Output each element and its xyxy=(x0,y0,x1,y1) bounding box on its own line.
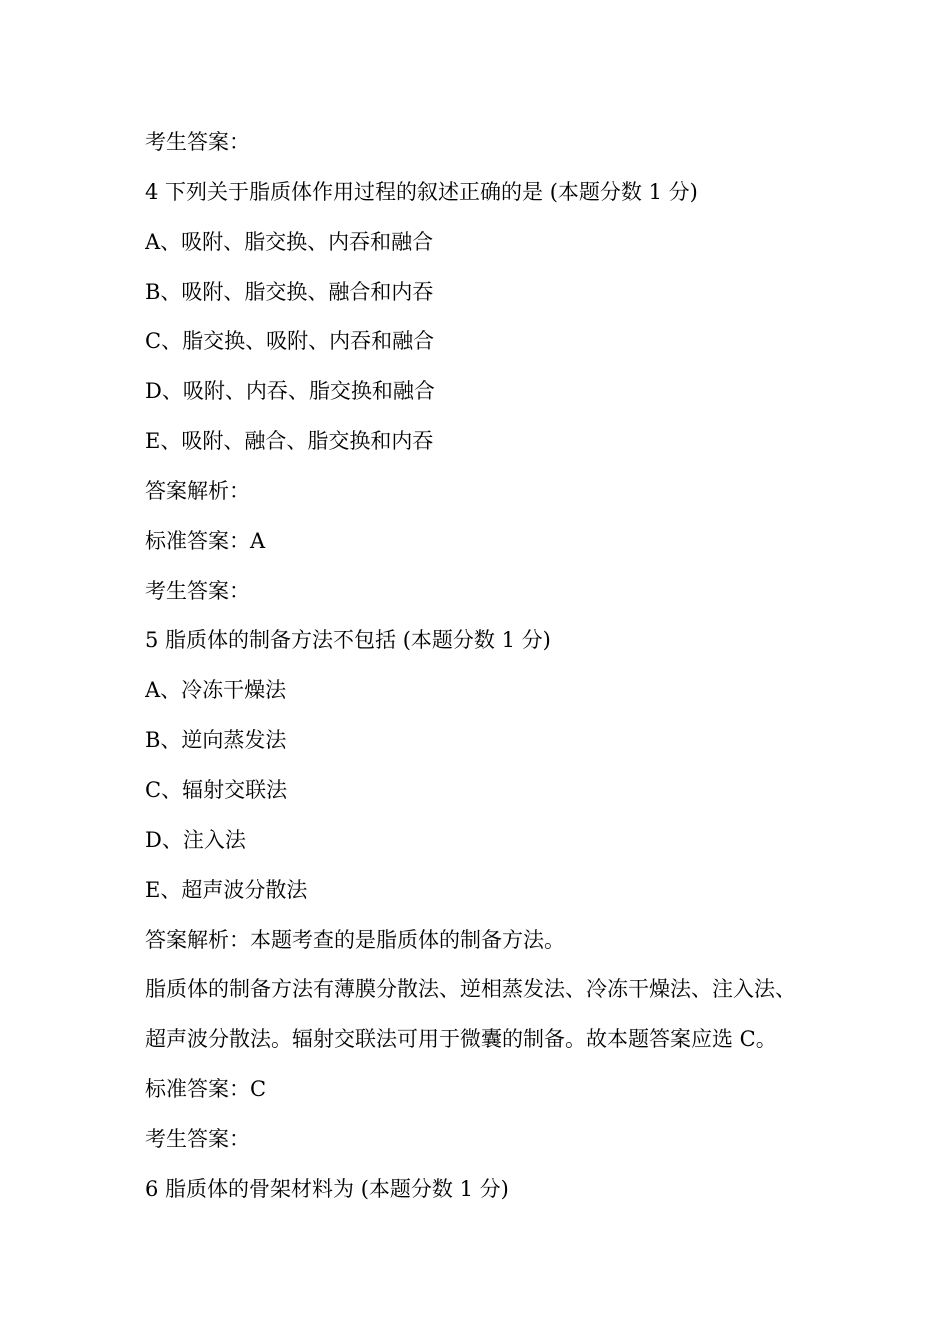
q4-option-c: C、脂交换、吸附、内吞和融合 xyxy=(145,329,435,354)
q5-option-a: A、冷冻干燥法 xyxy=(145,678,287,703)
q5-question: 5 脂质体的制备方法不包括 (本题分数 1 分) xyxy=(145,628,551,653)
q5-option-d: D、注入法 xyxy=(145,827,246,852)
q4-question: 4 下列关于脂质体作用过程的叙述正确的是 (本题分数 1 分) xyxy=(145,179,698,204)
q5-standard-answer: 标准答案：C xyxy=(145,1077,267,1102)
q5-option-b: B、逆向蒸发法 xyxy=(145,728,287,753)
q5-option-c: C、辐射交联法 xyxy=(145,777,288,802)
q4-option-e: E、吸附、融合、脂交换和内吞 xyxy=(145,429,434,454)
q6-question: 6 脂质体的骨架材料为 (本题分数 1 分) xyxy=(145,1176,509,1201)
q4-answer-analysis: 答案解析： xyxy=(145,478,250,503)
q4-examinee-answer: 考生答案： xyxy=(145,578,250,603)
q3-examinee-answer: 考生答案： xyxy=(145,130,250,154)
q4-option-a: A、吸附、脂交换、内吞和融合 xyxy=(145,229,434,254)
q4-option-d: D、吸附、内吞、脂交换和融合 xyxy=(145,379,435,404)
q5-answer-analysis: 答案解析：本题考查的是脂质体的制备方法。 xyxy=(145,927,565,952)
q5-analysis-text-2: 超声波分散法。辐射交联法可用于微囊的制备。故本题答案应选 C。 xyxy=(145,1027,777,1052)
q4-option-b: B、吸附、脂交换、融合和内吞 xyxy=(145,279,434,304)
q5-examinee-answer: 考生答案： xyxy=(145,1126,250,1151)
q5-analysis-text-1: 脂质体的制备方法有薄膜分散法、逆相蒸发法、冷冻干燥法、注入法、 xyxy=(145,977,796,1002)
q5-option-e: E、超声波分散法 xyxy=(145,877,308,902)
q4-standard-answer: 标准答案：A xyxy=(145,528,266,553)
